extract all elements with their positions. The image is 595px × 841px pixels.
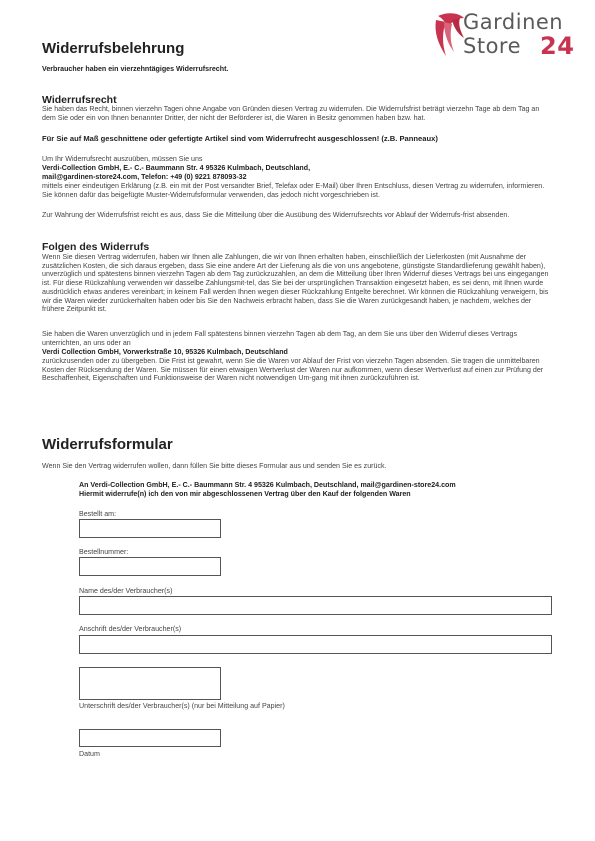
datum-field[interactable] <box>79 729 221 747</box>
form-recipient: An Verdi-Collection GmbH, E.- C.- Baummann Str. 4 95326 Kulmbach, Deutschland, mail@gardinen-store24.com <box>79 481 456 489</box>
brand-logo <box>432 10 582 62</box>
label-bestellnummer: Bestellnummer: <box>79 548 129 556</box>
page-title: Widerrufsbelehrung <box>42 40 185 57</box>
logo-brand-word: Gardinen <box>463 10 564 34</box>
company-address-line2: mail@gardinen-store24.com, Telefon: +49 (0) 9221 878093-32 <box>42 173 247 181</box>
curtain-logo-icon <box>432 12 466 58</box>
return-address: Verdi Collection GmbH, Vorwerkstraße 10, 95326 Kulmbach, Deutschland <box>42 348 288 356</box>
anschrift-field[interactable] <box>79 635 552 654</box>
widerrufsrecht-text: Sie haben das Recht, binnen vierzehn Tagen ohne Angabe von Gründen diesen Vertrag zu widerrufen. Die Widerrufsfrist beträgt vierzehn Tage ab dem Tag an dem Sie oder ein von Ihnen benannter Dritter, der nicht der Beförderer ist, die Waren in Besitz genommen haben bzw. hat. <box>42 105 540 122</box>
bestellt-am-field[interactable] <box>79 519 221 538</box>
form-intro: Wenn Sie den Vertrag widerrufen wollen, dann füllen Sie bitte dieses Formular aus und senden Sie es zurück. <box>42 462 387 470</box>
return-text: Sie haben die Waren unverzüglich und in jedem Fall spätestens binnen vierzehn Tagen ab dem Tag, an dem Sie uns über den Widerruf dieses Vertrags unterrichten, an uns oder an <box>42 330 518 347</box>
bestellnummer-field[interactable] <box>79 557 221 576</box>
ausueben-intro: Um Ihr Widerrufsrecht auszuüben, müssen Sie uns <box>42 155 203 163</box>
name-field[interactable] <box>79 596 552 615</box>
label-name: Name des/der Verbraucher(s) <box>79 587 173 595</box>
section-heading-folgen: Folgen des Widerrufs <box>42 241 150 253</box>
label-datum: Datum <box>79 750 100 758</box>
form-title: Widerrufsformular <box>42 436 173 453</box>
folgen-text: Wenn Sie diesen Vertrag widerrufen, haben wir Ihnen alle Zahlungen, die wir von Ihnen erhalten haben, einschließlich der Lieferkosten (mit Ausnahme der zusätzlichen Kosten, die sich daraus ergeben, dass Sie eine andere Art der Lieferung als die von uns angebotene, günstigste Standardlieferung gewählt haben), unverzüglich und spätestens binnen vierzehn Tagen ab dem Tag zurückzuzahlen, an dem die Mitteilung über Ihren Widerruf dieses Vertrags bei uns eingegangen ist. Für diese Rückzahlung verwenden wir dasselbe Zahlungsmit-tel, das Sie bei der ursprünglichen Transaktion eingesetzt haben, es sei denn, mit Ihnen wurde ausdrücklich etwas anderes vereinbart; in keinem Fall werden Ihnen wegen dieser Rückzahlung Entgelte berechnet. Wir können die Rückzahlung verweigern, bis wir die Waren wieder zurückerhalten haben oder bis Sie den Nachweis erbracht haben, dass Sie die Waren zurückgesandt haben, je nachdem, welches der frühere Zeitpunkt ist. <box>42 253 549 314</box>
label-anschrift: Anschrift des/der Verbraucher(s) <box>79 625 182 633</box>
company-address-line1: Verdi-Collection GmbH, E.- C.- Baummann Str. 4 95326 Kulmbach, Deutschland, <box>42 164 311 172</box>
return-text-2: zurückzusenden oder zu übergeben. Die Frist ist gewahrt, wenn Sie die Waren vor Ablauf der Frist von vierzehn Tagen absenden. Sie tragen die unmittelbaren Kosten der Rücksendung der Waren. Sie müssen für einen etwaigen Wertverlust der Waren nur aufkommen, wenn dieser Wertverlust auf einen zur Prüfung der Beschaffenheit, Eigenschaften und Funktionsweise der Waren nicht notwendigen Um-gang mit ihnen zurückzuführen ist. <box>42 357 544 383</box>
section-heading-widerrufsrecht: Widerrufsrecht <box>42 94 117 106</box>
exclusion-notice: Für Sie auf Maß geschnittene oder gefertigte Artikel sind vom Widerrufrecht ausgeschlossen! (z.B. Panneaux) <box>42 134 438 143</box>
form-declaration: Hiermit widerrufe(n) ich den von mir abgeschlossenen Vertrag über den Kauf der folgenden Waren <box>79 490 411 498</box>
signature-field[interactable] <box>79 667 221 700</box>
ausueben-text: mittels einer eindeutigen Erklärung (z.B. ein mit der Post versandter Brief, Telefax oder E-Mail) über Ihren Entschluss, diesen Vertrag zu widerrufen, informieren. Sie können dafür das beigefügte Muster-Widerrufsformular verwenden, das jedoch nicht vorgeschrieben ist. <box>42 182 545 199</box>
logo-store-word: Store <box>463 34 522 58</box>
label-bestellt-am: Bestellt am: <box>79 510 117 518</box>
page-subtitle: Verbraucher haben ein vierzehntägiges Widerrufsrecht. <box>42 65 229 73</box>
frist-text: Zur Wahrung der Widerrufsfrist reicht es aus, dass Sie die Mitteilung über die Ausübung des Widerrufsrechts vor Ablauf der Widerrufs-frist absenden. <box>42 211 510 219</box>
logo-number: 24 <box>540 32 575 60</box>
label-unterschrift: Unterschrift des/der Verbraucher(s) (nur bei Mitteilung auf Papier) <box>79 702 285 710</box>
